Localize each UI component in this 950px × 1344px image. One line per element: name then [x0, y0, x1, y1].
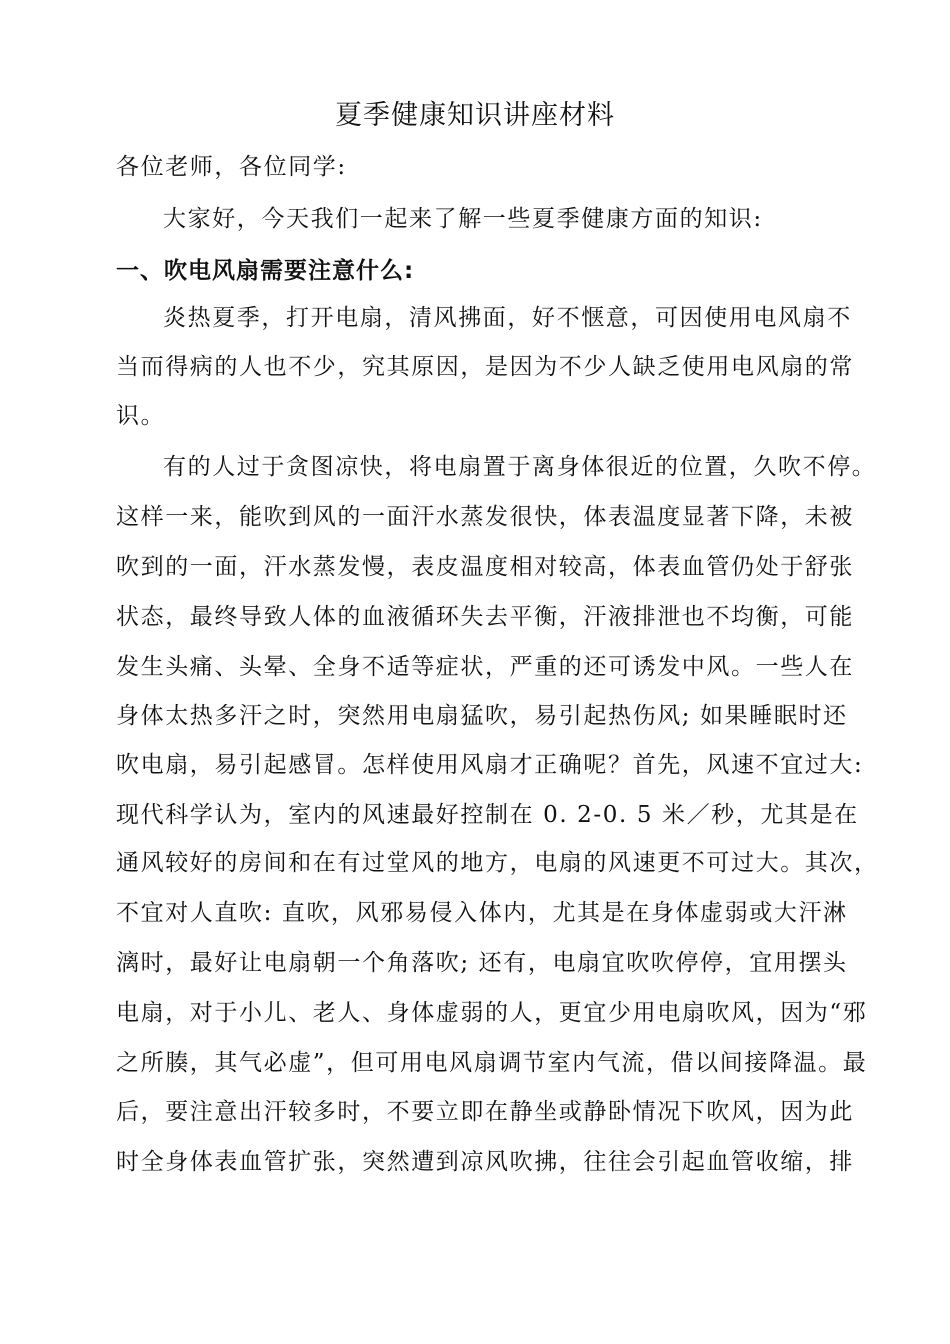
- paragraph-line: 不宜对人直吹: 直吹，风邪易侵入体内，尤其是在身体虚弱或大汗淋: [116, 900, 848, 926]
- paragraph-line: 电扇，对于小儿、老人、身体虚弱的人，更宜少用电扇吹风，因为“邪: [116, 1000, 868, 1026]
- paragraph-line: 发生头痛、头晕、全身不适等症状，严重的还可诱发中风。一些人在: [116, 654, 854, 680]
- paragraph-line: 这样一来，能吹到风的一面汗水蒸发很快，体表温度显著下降，未被: [116, 504, 854, 530]
- paragraph-line: 后，要注意出汗较多时，不要立即在静坐或静卧情况下吹风，因为此: [116, 1099, 854, 1125]
- paragraph-line: 状态，最终导致人体的血液循环失去平衡，汗液排泄也不均衡，可能: [116, 604, 854, 630]
- paragraph-line: 漓时，最好让电扇朝一个角落吹; 还有，电扇宜吹吹停停，宜用摆头: [116, 950, 848, 976]
- document-title: 夏季健康知识讲座材料: [335, 100, 615, 131]
- paragraph-line: 识。: [116, 403, 166, 429]
- paragraph-line: 炎热夏季，打开电扇，清风拂面，好不惬意，可因使用电风扇不: [163, 305, 852, 331]
- paragraph-line: 吹电扇，易引起感冒。怎样使用风扇才正确呢？首先，风速不宜过大:: [116, 752, 864, 778]
- greeting-line: 各位老师，各位同学:: [116, 154, 347, 180]
- intro-line: 大家好，今天我们一起来了解一些夏季健康方面的知识:: [163, 206, 763, 232]
- paragraph-line: 通风较好的房间和在有过堂风的地方，电扇的风速更不可过大。其次，: [116, 850, 879, 876]
- section-heading: 一、吹电风扇需要注意什么:: [116, 258, 415, 284]
- paragraph-line: 有的人过于贪图凉快，将电扇置于离身体很近的位置，久吹不停。: [163, 454, 877, 480]
- paragraph-line: 时全身体表血管扩张，突然遭到凉风吹拂，往往会引起血管收缩，排: [116, 1149, 854, 1175]
- paragraph-line: 身体太热多汗之时，突然用电扇猛吹，易引起热伤风; 如果睡眠时还: [116, 703, 848, 729]
- paragraph-line: 现代科学认为，室内的风速最好控制在 0. 2-0. 5 米／秒，尤其是在: [116, 802, 859, 828]
- paragraph-line: 之所腠，其气必虚”，但可用电风扇调节室内气流，借以间接降温。最: [116, 1050, 868, 1076]
- paragraph-line: 当而得病的人也不少，究其原因，是因为不少人缺乏使用电风扇的常: [116, 354, 854, 380]
- paragraph-line: 吹到的一面，汗水蒸发慢，表皮温度相对较高，体表血管仍处于舒张: [116, 554, 854, 580]
